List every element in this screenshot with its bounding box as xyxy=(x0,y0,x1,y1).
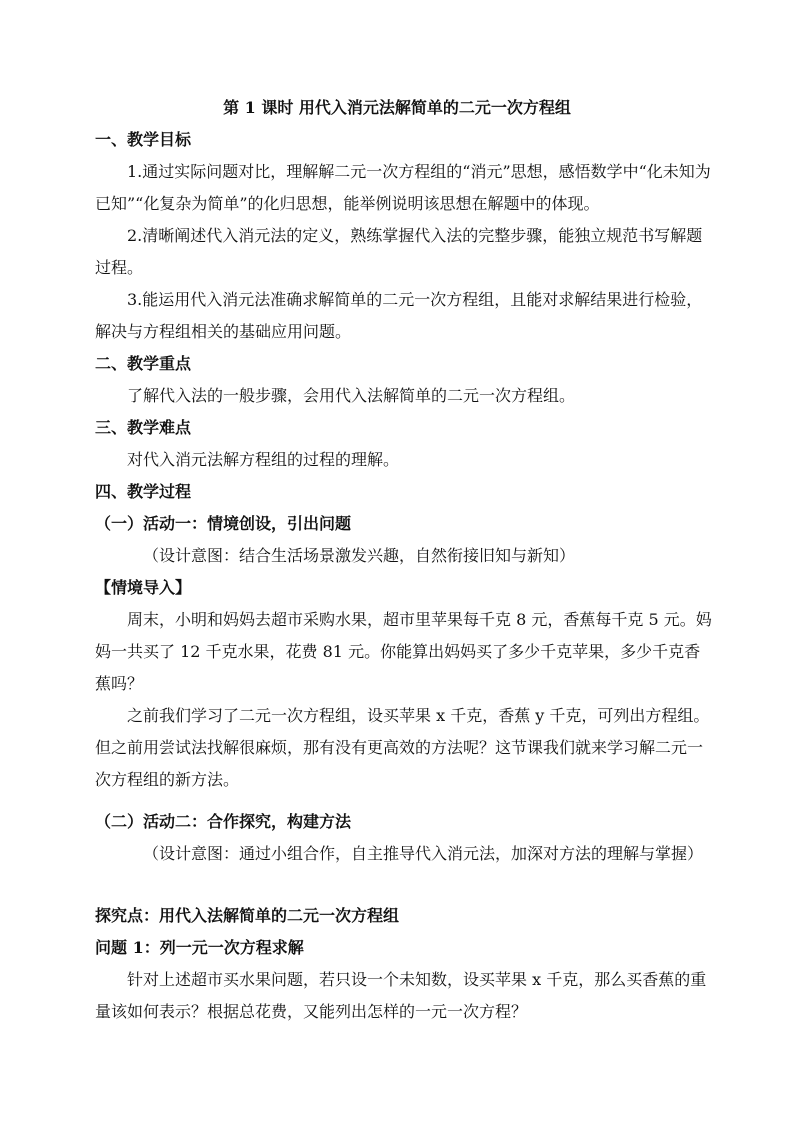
question-1-heading: 问题 1：列一元一次方程求解 xyxy=(95,938,304,957)
heading-process: 四、教学过程 xyxy=(95,482,192,501)
heading-key-points: 二、教学重点 xyxy=(95,354,192,373)
objective-1: 1.通过实际问题对比，理解解二元一次方程组的“消元”思想，感悟数学中“化未知为已知”“化复杂为简单”的化归思想，能举例说明该思想在解题中的体现。 xyxy=(95,162,711,213)
objective-2: 2.清晰阐述代入消元法的定义，熟练掌握代入法的完整步骤，能独立规范书写解题过程。 xyxy=(95,226,703,277)
activity-2-intent: （设计意图：通过小组合作，自主推导代入消元法，加深对方法的理解与掌握） xyxy=(143,844,704,863)
question-1-text: 针对上述超市买水果问题，若只设一个未知数，设买苹果 x 千克，那么买香蕉的重量该如何表示？根据总花费，又能列出怎样的一元一次方程？ xyxy=(95,970,707,1021)
activity-2-heading: （二）活动二：合作探究，构建方法 xyxy=(95,812,352,831)
heading-objectives: 一、教学目标 xyxy=(95,130,192,149)
scene-paragraph-2: 之前我们学习了二元一次方程组，设买苹果 x 千克，香蕉 y 千克，可列出方程组。但之前用尝试法找解很麻烦，那有没有更高效的方法呢？这节课我们就来学习解二元一次方程组的新方法。 xyxy=(95,706,710,789)
explore-heading: 探究点：用代入法解简单的二元一次方程组 xyxy=(95,906,400,925)
section-explore xyxy=(95,900,715,1028)
scene-paragraph-1: 周末，小明和妈妈去超市采购水果，超市里苹果每千克 8 元，香蕉每千克 5 元。妈妈一共买了 12 千克水果，花费 81 元。你能算出妈妈买了多少千克苹果，多少千克香蕉吗？ xyxy=(95,610,712,693)
activity-1-heading: （一）活动一：情境创设，引出问题 xyxy=(95,514,352,533)
scene-heading: 【情境导入】 xyxy=(95,578,192,597)
objective-3: 3.能运用代入消元法准确求解简单的二元一次方程组，且能对求解结果进行检验，解决与方程组相关的基础应用问题。 xyxy=(95,290,703,341)
section-activity-2 xyxy=(95,806,715,870)
difficulties-text: 对代入消元法解方程组的过程的理解。 xyxy=(127,450,400,469)
heading-difficulties: 三、教学难点 xyxy=(95,418,192,437)
activity-1-intent: （设计意图：结合生活场景激发兴趣，自然衔接旧知与新知） xyxy=(143,546,576,565)
section-objectives xyxy=(95,124,715,796)
key-points-text: 了解代入法的一般步骤，会用代入法解简单的二元一次方程组。 xyxy=(127,386,576,405)
page-title: 第 1 课时 用代入消元法解简单的二元一次方程组 xyxy=(223,98,571,117)
